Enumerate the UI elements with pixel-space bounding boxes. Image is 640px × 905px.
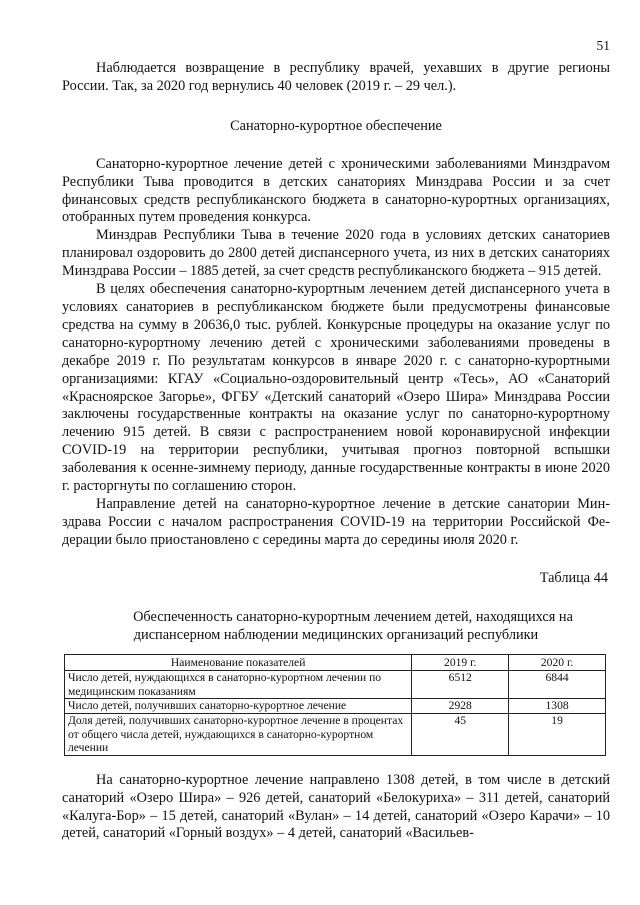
document-body xyxy=(62,60,610,843)
value-2020: 6844 xyxy=(509,671,606,699)
table-header-row xyxy=(65,654,606,671)
provision-table xyxy=(64,654,606,756)
header-indicator: Наименование показателей xyxy=(65,654,412,671)
paragraph-treatment-intro: Санаторно-курортное лечение детей с хроническими заболеваниями Минздраvом Республики Тыва проводится в детских санаториях Минздрава России и за счет финансовых средств республиканского бюджета в санаторно-курортных организациях, отобранных путем проведения конкурса. xyxy=(62,155,610,226)
row-label: Доля детей, получивших санаторно-курортное лечение в процентах от общего числа детей, нуждающихся в санаторно-курортном лечении xyxy=(65,713,412,755)
paragraph-referrals-1308: На санаторно-курортное лечение направлено 1308 детей, в том числе в детский санаторий «Озеро Шира» – 926 детей, санаторий «Белокуриха» – 311 детей, санаторий «Калуга-Бор» – 15 детей, санаторий «Вулан» – 14 детей, санаторий «Озеро Карачи» – 10 детей, санаторий «Горный воздух» – 4 детей, санаторий «Васильев- xyxy=(62,771,610,842)
value-2020: 19 xyxy=(509,713,606,755)
paragraph-plan-2020: Минздрав Республики Тыва в течение 2020 года в условиях детских санаториев планировал оздоровить до 2800 детей диспансерного учета, из них в детских санаториях Минздрава России – 1885 детей, за счет средств республиканского бюджета – 915 детей. xyxy=(62,227,610,280)
table-row xyxy=(65,699,606,714)
paragraph-doctors-return: Наблюдается возвращение в республику врачей, уехавших в другие регионы России. Так, за 2020 год вернулись 40 человек (2019 г. – 29 чел.). xyxy=(62,60,610,94)
table-row xyxy=(65,713,606,755)
value-2020: 1308 xyxy=(509,699,606,714)
value-2019: 45 xyxy=(412,713,509,755)
section-heading: Санаторно-курортное обеспечение xyxy=(230,117,442,134)
value-2019: 6512 xyxy=(412,671,509,699)
header-2019: 2019 г. xyxy=(412,654,509,671)
paragraph-referral-suspended: Направление детей на санаторно-курортное лечение в детские санатории Минздрава России с началом распространения COVID-19 на территории Российской Федерации было приостановлено с середины марта до середины июля 2020 г. xyxy=(62,495,610,548)
header-2020: 2020 г. xyxy=(509,654,606,671)
table-label: Таблица 44 xyxy=(539,569,608,586)
page-number: 51 xyxy=(596,38,610,53)
table-row xyxy=(65,671,606,699)
value-2019: 2928 xyxy=(412,699,509,714)
table-title: Обеспеченность санаторно-курортным лечением детей, находящихся на диспансерном наблюдении медицинских организаций республики xyxy=(133,608,573,643)
row-label: Число детей, нуждающихся в санаторно-курортном лечении по медицинским показаниям xyxy=(65,671,412,699)
paragraph-funding-contracts: В целях обеспечения санаторно-курортным лечением детей диспансерного учета в условиях санаториев в республиканском бюджете были предусмотрены финансовые средства на сумму в 20636,0 тыс. рублей. Конкурсные процедуры на оказание услуг по санаторно-курортному лечению детей с хроническими заболеваниями проведены в декабре 2019 г. По результатам конкурсов в январе 2020 г. с санаторно-курортными организациями: КГАУ «Социально-оздоровительный центр «Тесь», АО «Санаторий «Красноярское Загорье», ФГБУ «Детский санаторий «Озеро Шира» Минздрава России заключены государственные контракты на оказание услуг по санаторно-курортному лечению 915 детей. В связи с распространением новой коронавирусной инфекции COVID-19 на территории республики, учитывая прогноз повторной вспышки заболевания к осенне-зимнему периоду, данные государственные контракты в июне 2020 г. расторгнуты по соглашению сторон. xyxy=(62,281,610,495)
row-label: Число детей, получивших санаторно-курортное лечение xyxy=(65,699,412,714)
